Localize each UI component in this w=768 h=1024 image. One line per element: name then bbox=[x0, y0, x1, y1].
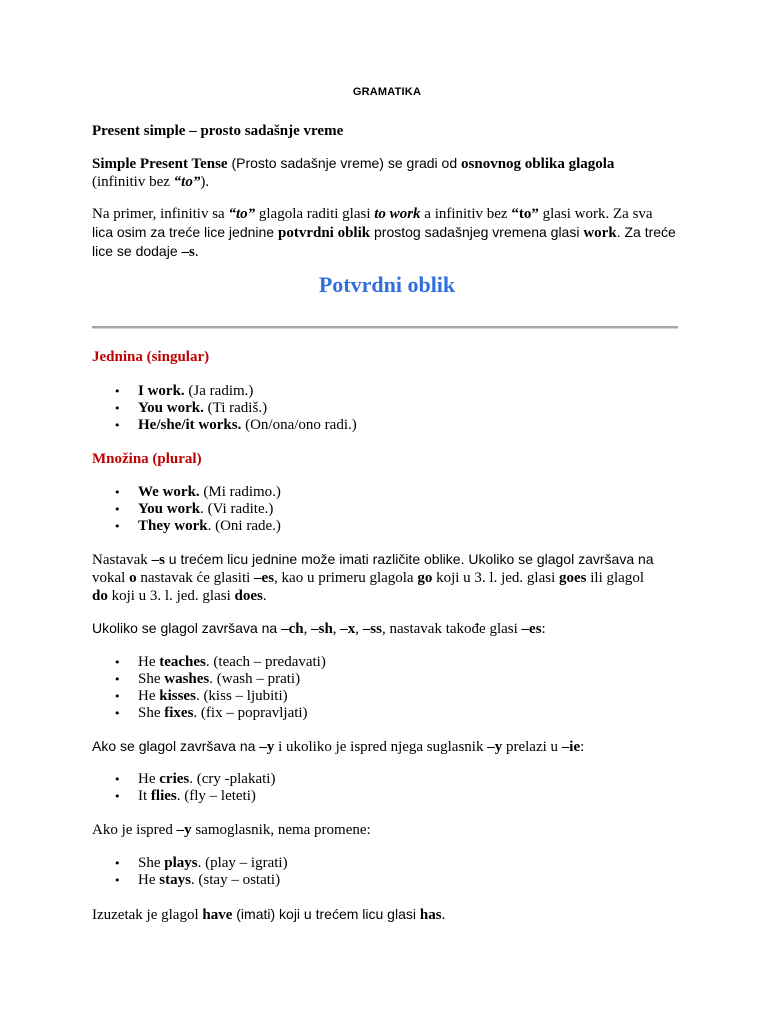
item-text: (On/ona/ono radi.) bbox=[241, 417, 357, 433]
text: Nastavak bbox=[92, 552, 152, 568]
text: . bbox=[441, 907, 446, 923]
text: koji u 3. l. jed. glasi bbox=[107, 588, 235, 604]
item-text: He bbox=[138, 654, 160, 670]
paragraph-s-suffix bbox=[92, 550, 682, 605]
horizontal-rule bbox=[92, 326, 678, 329]
item-bold: washes bbox=[164, 671, 210, 687]
text: lica osim za treće lice jednine bbox=[92, 224, 278, 240]
text: prostog sadašnjeg vremena glasi bbox=[370, 224, 584, 240]
text-bold: has bbox=[419, 907, 442, 923]
item-text: . (play – igrati) bbox=[197, 855, 288, 871]
item-text: . (stay – ostati) bbox=[190, 872, 281, 888]
paragraph-es-suffix bbox=[92, 619, 682, 638]
text: , bbox=[332, 621, 341, 637]
text-bold: osnovnog oblika glagola bbox=[461, 156, 615, 172]
list-item bbox=[92, 417, 682, 434]
list-item bbox=[92, 855, 682, 872]
text-bold: have bbox=[202, 907, 233, 923]
item-text: (Mi radimo.) bbox=[199, 484, 281, 500]
item-text: . (teach – predavati) bbox=[205, 654, 326, 670]
item-bold: You work bbox=[138, 501, 201, 517]
text: Ako se glagol završava na bbox=[92, 738, 260, 754]
text: prelazi u bbox=[502, 739, 562, 755]
plural-list bbox=[92, 484, 682, 535]
list-item bbox=[92, 383, 682, 400]
paragraph-y-suffix bbox=[92, 737, 682, 756]
item-bold: plays bbox=[164, 855, 198, 871]
item-bold: fixes bbox=[164, 705, 194, 721]
intro-paragraph-1 bbox=[92, 154, 682, 191]
paragraph-vowel bbox=[92, 821, 682, 839]
paragraph-have bbox=[92, 905, 682, 924]
text: ). bbox=[200, 174, 210, 190]
item-text: She bbox=[138, 705, 165, 721]
list-item bbox=[92, 484, 682, 501]
text: koji u 3. l. jed. glasi bbox=[432, 570, 560, 586]
list-item bbox=[92, 654, 682, 671]
list-item bbox=[92, 705, 682, 722]
text: , bbox=[303, 621, 312, 637]
item-bold: kisses bbox=[159, 688, 196, 704]
item-text: (Ti radiš.) bbox=[203, 400, 268, 416]
text: lice se dodaje bbox=[92, 243, 182, 259]
text: . Za treće bbox=[616, 224, 676, 240]
text-bold: –s bbox=[151, 552, 165, 568]
text: nastavak će glasiti bbox=[136, 570, 255, 586]
intro-paragraph-2 bbox=[92, 205, 682, 261]
item-bold: cries bbox=[159, 771, 190, 787]
item-bold: You work. bbox=[138, 400, 204, 416]
singular-list bbox=[92, 383, 682, 434]
text: glasi work. Za sva bbox=[538, 206, 653, 222]
text: a infinitiv bez bbox=[420, 206, 512, 222]
item-text: . (fix – popravljati) bbox=[193, 705, 308, 721]
text: , bbox=[355, 621, 363, 637]
text-bold: work bbox=[583, 225, 617, 241]
list-item bbox=[92, 788, 682, 805]
es-list bbox=[92, 654, 682, 722]
y-list bbox=[92, 771, 682, 805]
item-text: She bbox=[138, 855, 165, 871]
list-item bbox=[92, 771, 682, 788]
item-text: (Ja radim.) bbox=[184, 383, 254, 399]
text-bold: goes bbox=[559, 570, 587, 586]
text: ili glagol bbox=[586, 570, 645, 586]
list-item bbox=[92, 872, 682, 889]
text: Ako je ispred bbox=[92, 822, 177, 838]
item-bold: They work bbox=[138, 518, 208, 534]
singular-title: Jednina (singular) bbox=[92, 349, 210, 365]
text-bold: –y bbox=[487, 739, 503, 755]
text: Izuzetak je glagol bbox=[92, 907, 203, 923]
text-bold: go bbox=[417, 570, 433, 586]
plural-title: Množina (plural) bbox=[92, 451, 202, 467]
text: samoglasnik, nema promene: bbox=[191, 822, 371, 838]
item-bold: teaches bbox=[159, 654, 206, 670]
text: glagola raditi glasi bbox=[255, 206, 375, 222]
text-bold: “to” bbox=[511, 206, 539, 222]
item-text: . (wash – prati) bbox=[209, 671, 301, 687]
text-bold-italic: “to” bbox=[228, 206, 256, 222]
text-bold: –s bbox=[181, 244, 195, 260]
text-bold: –sh bbox=[311, 621, 333, 637]
text: Ukoliko se glagol završava na bbox=[92, 620, 282, 636]
text-bold: –y bbox=[176, 822, 192, 838]
list-item bbox=[92, 518, 682, 535]
item-text: . (fly – leteti) bbox=[176, 788, 256, 804]
text: . bbox=[262, 588, 267, 604]
list-item bbox=[92, 501, 682, 518]
text: (imati) koji u trećem licu glasi bbox=[232, 906, 420, 922]
item-bold: He/she/it works. bbox=[138, 417, 242, 433]
item-text: It bbox=[138, 788, 151, 804]
item-text: She bbox=[138, 671, 165, 687]
text-bold: –ss bbox=[362, 621, 382, 637]
item-text: . (Vi radite.) bbox=[200, 501, 274, 517]
text: , nastavak takođe glasi bbox=[381, 621, 522, 637]
text: u trećem licu jednine može imati različite oblike. Ukoliko se glagol završava na bbox=[164, 551, 654, 567]
text-bold-italic: “to” bbox=[173, 174, 201, 190]
text: : bbox=[580, 739, 585, 755]
text-bold: do bbox=[92, 588, 108, 604]
item-text: He bbox=[138, 771, 160, 787]
item-bold: I work. bbox=[138, 383, 185, 399]
text-bold-italic: to work bbox=[374, 206, 421, 222]
item-text: He bbox=[138, 688, 160, 704]
text-bold: –ch bbox=[281, 621, 304, 637]
text: vokal bbox=[92, 570, 130, 586]
item-text: He bbox=[138, 872, 160, 888]
item-text: . (Oni rade.) bbox=[207, 518, 281, 534]
text: Na primer, infinitiv sa bbox=[92, 206, 229, 222]
text-bold: Simple Present Tense bbox=[92, 156, 228, 172]
text: i ukoliko je ispred njega suglasnik bbox=[274, 739, 488, 755]
text-bold: o bbox=[129, 570, 137, 586]
text-bold: –y bbox=[259, 739, 275, 755]
item-bold: flies bbox=[150, 788, 177, 804]
text-bold: –x bbox=[340, 621, 356, 637]
list-item bbox=[92, 400, 682, 417]
text: (Prosto sadašnje vreme) se gradi od bbox=[227, 155, 462, 171]
item-bold: We work. bbox=[138, 484, 200, 500]
vowel-list bbox=[92, 855, 682, 889]
text-bold: –es bbox=[521, 621, 542, 637]
list-item bbox=[92, 671, 682, 688]
section-title: Potvrdni oblik bbox=[318, 272, 456, 297]
list-item bbox=[92, 688, 682, 705]
item-text: . (kiss – ljubiti) bbox=[195, 688, 288, 704]
text: . bbox=[194, 244, 199, 260]
text: : bbox=[541, 621, 546, 637]
page-heading: GRAMATIKA bbox=[352, 86, 422, 98]
subtitle: Present simple – prosto sadašnje vreme bbox=[92, 123, 344, 139]
text-bold: –ie bbox=[561, 739, 581, 755]
item-text: . (cry -plakati) bbox=[189, 771, 276, 787]
text: (infinitiv bez bbox=[92, 174, 174, 190]
text-bold: potvrdni oblik bbox=[277, 225, 371, 241]
item-bold: stays bbox=[159, 872, 191, 888]
text: , kao u primeru glagola bbox=[274, 570, 418, 586]
text-bold: –es bbox=[254, 570, 275, 586]
text-bold: does bbox=[234, 588, 263, 604]
